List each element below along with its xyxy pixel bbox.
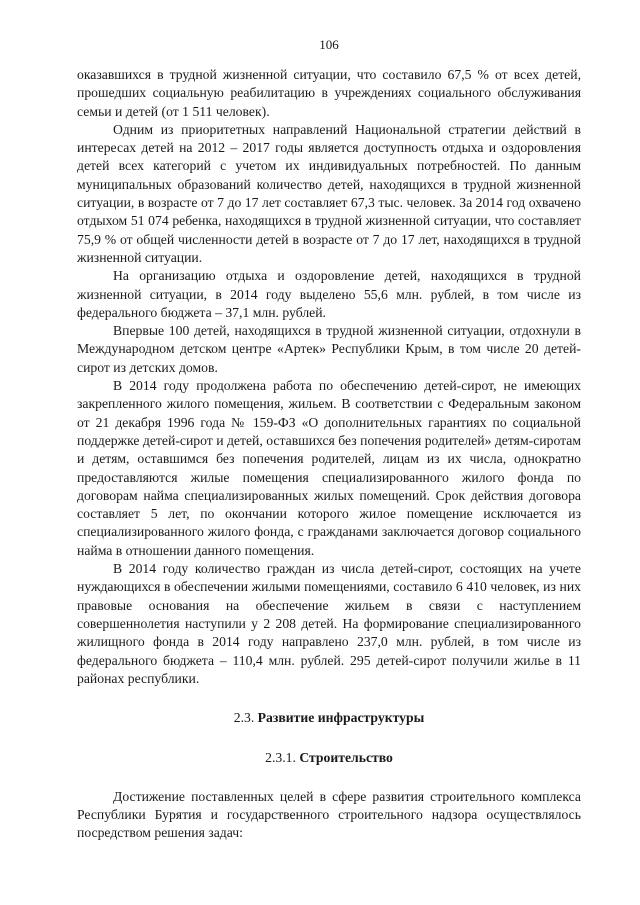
paragraph: На организацию отдыха и оздоровление детей, находящихся в трудной жизненной ситуации, в 2014 году выделено 55,6 млн. рублей, в том числе из федерального бюджета – 37,1 млн. рублей. <box>77 268 581 320</box>
subsection-number: 2.3.1. <box>265 750 296 766</box>
section-number: 2.3. <box>233 710 255 726</box>
paragraph: В 2014 году количество граждан из числа детей-сирот, состоящих на учете нуждающихся в обеспечении жилыми помещениями, составило 6 410 человек, из них правовые основания на обеспечение жильем в связи с наступлением совершеннолетия наступили у 2 208 детей. На формирование специализированного жилищного фонда в 2014 году направлено 237,0 млн. рублей, в том числе из федерального бюджета – 110,4 млн. рублей. 295 детей-сирот получили жилье в 11 районах республики. <box>77 561 581 686</box>
paragraph: оказавшихся в трудной жизненной ситуации, что составило 67,5 % от всех детей, прошедших социальную реабилитацию в учреждениях социального обслуживания семьи и детей (от 1 511 человек). <box>77 67 581 119</box>
page-number: 106 <box>319 37 339 52</box>
paragraph: Впервые 100 детей, находящихся в трудной жизненной ситуации, отдохнули в Международном детском центре «Артек» Республики Крым, в том числе 20 детей-сирот из детских домов. <box>77 323 581 375</box>
document-body <box>77 66 581 843</box>
section-title: Развитие инфраструктуры <box>257 710 425 726</box>
paragraph: Достижение поставленных целей в сфере развития строительного комплекса Республики Бурятия и государственного строительного надзора осуществлялось посредством решения задач: <box>77 788 581 841</box>
paragraph: В 2014 году продолжена работа по обеспечению детей-сирот, не имеющих закрепленного жилого помещения, жильем. В соответствии с Федеральным законом от 21 декабря 1996 года № 159-ФЗ «О дополнительных гарантиях по социальной поддержке детей-сирот и детей, оставшихся без попечения родителей» детям-сиротам и детям, оставшимся без попечения родителей, лицам из их числа, однократно предоставляются жилые помещения специализированного жилого фонда по договорам найма специализированных жилых помещений. Срок действия договора составляет 5 лет, по окончании которого жилое помещение исключается из специализированного жилого фонда, с гражданами заключается договор социального найма в отношении данного помещения. <box>77 378 581 558</box>
subsection-heading <box>77 749 581 767</box>
subsection-title: Строительство <box>299 750 393 766</box>
section-heading <box>77 709 581 727</box>
paragraph: Одним из приоритетных направлений Национальной стратегии действий в интересах детей на 2012 – 2017 годы является доступность отдыха и оздоровления детей всех категорий с учетом их индивидуальных потребностей. По данным муниципальных образований количество детей, находящихся в трудной жизненной ситуации, в возрасте от 7 до 17 лет составляет 67,3 тыс. человек. За 2014 год охвачено отдыхом 51 074 ребенка, находящихся в трудной жизненной ситуации, что составляет 75,9 % от общей численности детей в возрасте от 7 до 17 лет, находящихся в трудной жизненной ситуации. <box>77 121 581 265</box>
